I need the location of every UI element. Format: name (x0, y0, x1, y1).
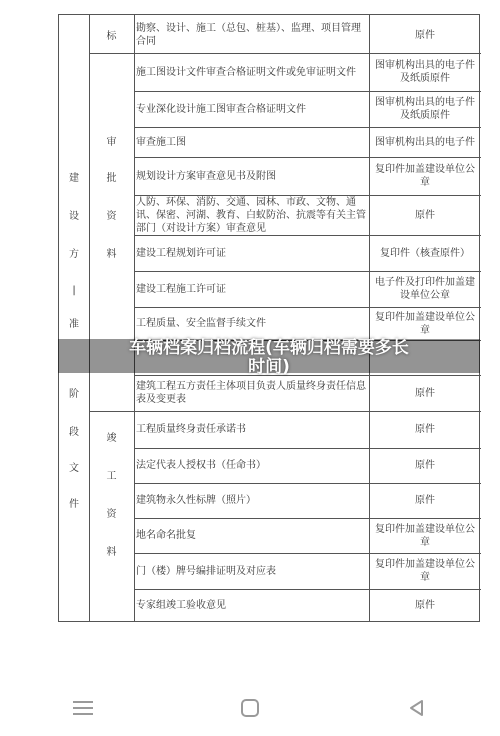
home-button[interactable] (230, 688, 270, 728)
column-divider (89, 15, 90, 621)
stage-char: 文 (69, 463, 79, 474)
stage-char: 准 (69, 319, 79, 330)
system-nav-bar (0, 680, 500, 736)
item-cell: 工程质量终身责任承诺书 (136, 424, 246, 435)
stage-char: | (72, 285, 76, 296)
category-char: 料 (106, 547, 117, 558)
item-cell: 门（楼）牌号编排证明及对应表 (136, 565, 276, 577)
stage-char: 建 (69, 173, 79, 184)
category-char: 资 (106, 509, 117, 520)
requirement-cell: 复印件加盖建设单位公章 (375, 559, 475, 583)
item-cell: 专业深化设计施工图审查合格证明文件 (136, 103, 306, 115)
category-char: 批 (106, 173, 117, 184)
stage-char: 件 (69, 499, 79, 510)
requirement-cell: 图审机构出具的电子件及纸质原件 (375, 60, 475, 84)
item-cell: 审查施工图 (136, 136, 186, 148)
item-cell: 专家组竣工验收意见 (136, 600, 226, 611)
requirement-cell: 图审机构出具的电子件及纸质原件 (375, 97, 475, 121)
category-char: 工 (106, 471, 117, 482)
requirement-cell: 原件 (415, 387, 435, 399)
item-cell: 法定代表人授权书（任命书） (136, 460, 266, 471)
home-square-icon (240, 698, 260, 718)
requirement-cell: 原件 (415, 460, 435, 471)
category-char: 审 (106, 137, 117, 148)
requirement-cell: 原件 (415, 495, 435, 506)
item-cell: 规划设计方案审查意见书及附图 (136, 170, 276, 182)
requirement-cell: 原件 (415, 600, 435, 611)
item-cell: 建筑物永久性标牌（照片） (136, 495, 256, 506)
requirement-cell: 原件 (415, 209, 435, 221)
title-line-1: 车辆档案归档流程(车辆归档需要多长 (129, 338, 409, 358)
requirement-cell: 复印件加盖建设单位公章 (375, 164, 475, 188)
stage-char: 段 (69, 427, 79, 438)
menu-button[interactable] (63, 688, 103, 728)
item-cell: 施工图设计文件审查合格证明文件或免审证明文件 (136, 66, 356, 78)
category-char: 竣 (106, 433, 117, 444)
back-button[interactable] (397, 688, 437, 728)
category-char: 标 (106, 31, 117, 42)
category-char: 料 (106, 249, 117, 260)
title-line-2: 时间) (248, 357, 290, 377)
requirement-cell: 复印件加盖建设单位公章 (375, 311, 475, 336)
item-cell: 勘察、设计、施工（总包、桩基）、监理、项目管理合同 (136, 23, 361, 47)
requirement-cell: 复印件加盖建设单位公章 (375, 523, 475, 548)
stage-char: 阶 (69, 389, 79, 400)
requirement-cell: 电子件及打印件加盖建设单位公章 (375, 277, 475, 301)
menu-icon (72, 699, 94, 717)
title-banner (58, 339, 480, 377)
item-cell: 地名命名批复 (136, 530, 196, 541)
requirement-cell: 原件 (415, 424, 435, 435)
category-char: 资 (106, 211, 117, 222)
item-cell: 工程质量、安全监督手续文件 (136, 318, 266, 329)
requirement-cell: 图审机构出具的电子件 (375, 136, 475, 148)
stage-char: 设 (69, 211, 79, 222)
item-cell: 建筑工程五方责任主体项目负责人质量终身责任信息表及变更表 (136, 381, 366, 405)
requirement-cell: 复印件（核查原件） (380, 247, 470, 259)
archive-requirements-table (58, 14, 480, 622)
item-cell: 建设工程规划许可证 (136, 247, 226, 259)
item-cell: 建设工程施工许可证 (136, 283, 226, 295)
requirement-cell: 原件 (415, 29, 435, 41)
item-cell: 人防、环保、消防、交通、园林、市政、文物、通讯、保密、河湖、教育、白蚁防治、抗震等有关主管部门（对设计方案）审查意见 (136, 196, 366, 234)
back-triangle-icon (407, 698, 427, 718)
stage-char: 方 (69, 249, 79, 260)
